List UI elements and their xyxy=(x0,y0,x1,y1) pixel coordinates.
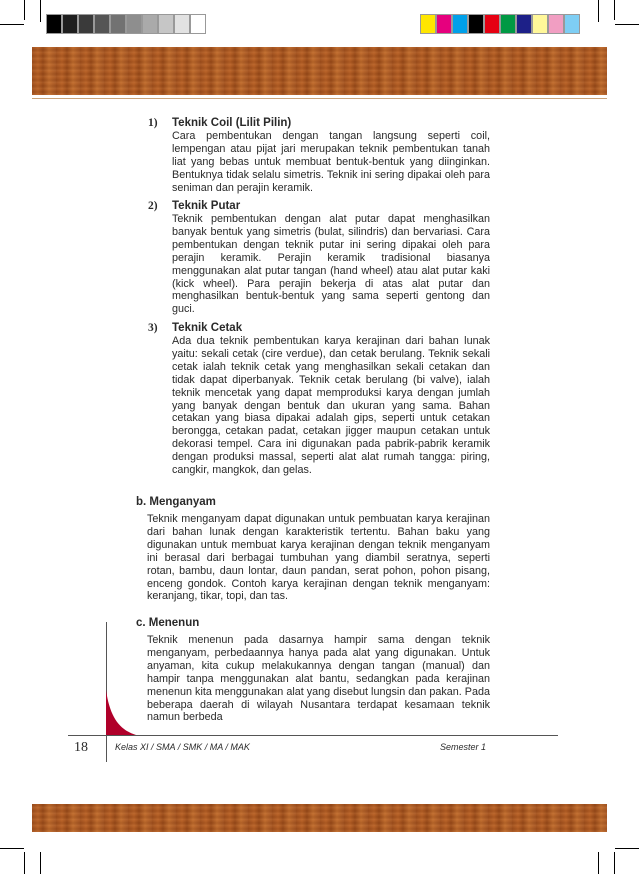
corner-ornament xyxy=(106,690,136,736)
item-title: Teknik Cetak xyxy=(172,322,243,334)
color-calibration-bar xyxy=(420,14,580,34)
crop-mark xyxy=(0,24,24,25)
calibration-swatch xyxy=(564,14,580,34)
calibration-swatch xyxy=(174,14,190,34)
crop-mark xyxy=(24,0,25,20)
calibration-swatch xyxy=(548,14,564,34)
footer-class-label: Kelas XI / SMA / SMK / MA / MAK xyxy=(115,742,250,752)
crop-mark xyxy=(615,24,639,25)
item-body: Cara pembentukan dengan tangan langsung seperti coil, lempengan atau pijat jari merupakan teknik pembentukan tanah liat yang bebas untuk membuat bentuk-bentuk yang diinginkan. Bentuknya tidak selalu simetris. Teknik ini sering dipakai oleh para seniman dan perajin keramik. xyxy=(172,130,490,194)
crop-mark xyxy=(40,852,41,874)
crop-mark xyxy=(615,848,639,849)
item-body: Teknik pembentukan dengan alat putar dapat menghasilkan banyak bentuk yang simetris (bulat, silindris) dan bervariasi. Cara pembentukan dengan teknik putar ini sering dipakai oleh para perajin keramik. Perajin keramik tradisional biasanya menggunakan alat putar tangan (hand wheel) atau alat putar kaki (kick wheel). Para perajin bekerja di atas alat putar dan menghasilkan bentuk-bentuk yang sama seperti gentong dan guci. xyxy=(172,213,490,316)
item-title: Teknik Coil (Lilit Pilin) xyxy=(172,117,292,129)
wood-header-banner xyxy=(32,47,607,95)
crop-mark xyxy=(598,0,599,22)
item-title: Teknik Putar xyxy=(172,200,241,212)
crop-mark xyxy=(614,0,615,20)
item-number: 2) xyxy=(148,200,158,212)
calibration-swatch xyxy=(532,14,548,34)
calibration-swatch xyxy=(126,14,142,34)
crop-mark xyxy=(24,852,25,874)
footer-rule xyxy=(68,735,558,736)
calibration-swatch xyxy=(190,14,206,34)
calibration-swatch xyxy=(468,14,484,34)
grayscale-calibration-bar xyxy=(46,14,206,34)
calibration-swatch xyxy=(110,14,126,34)
calibration-swatch xyxy=(420,14,436,34)
calibration-swatch xyxy=(484,14,500,34)
item-number: 1) xyxy=(148,117,158,129)
section-body-menenun: Teknik menenun pada dasarnya hampir sama dengan teknik menganyam, perbedaannya hanya pada alat yang digunakan. Untuk anyaman, kita cukup melakukannya dengan tangan (manual) dan hampir tanpa menggunakan alat bantu, sedangkan pada kerajinan menenun kita menggunakan alat yang disebut lungsin dan pakan. Pada beberapa daerah di wilayah Nusantara terdapat kesamaan teknik namun berbeda xyxy=(147,634,490,724)
calibration-swatch xyxy=(436,14,452,34)
calibration-swatch xyxy=(516,14,532,34)
technique-item-cetak xyxy=(148,322,490,487)
calibration-swatch xyxy=(94,14,110,34)
technique-item-putar xyxy=(148,200,490,320)
calibration-swatch xyxy=(500,14,516,34)
crop-mark xyxy=(40,0,41,22)
wood-footer-banner xyxy=(32,804,607,832)
footer-semester-label: Semester 1 xyxy=(440,742,487,752)
calibration-swatch xyxy=(158,14,174,34)
calibration-swatch xyxy=(62,14,78,34)
item-number: 3) xyxy=(148,322,158,334)
calibration-swatch xyxy=(452,14,468,34)
crop-mark xyxy=(614,852,615,874)
section-heading-menganyam: b. Menganyam xyxy=(136,496,216,508)
calibration-swatch xyxy=(46,14,62,34)
crop-mark xyxy=(598,852,599,874)
crop-mark xyxy=(0,848,24,849)
section-heading-menenun: c. Menenun xyxy=(136,617,200,629)
calibration-swatch xyxy=(78,14,94,34)
banner-rule xyxy=(32,98,607,99)
calibration-swatch xyxy=(142,14,158,34)
page-number: 18 xyxy=(74,740,88,755)
section-body-menganyam: Teknik menganyam dapat digunakan untuk pembuatan karya kerajinan dari bahan lunak dengan karakteristik tertentu. Bahan baku yang digunakan untuk membuat karya kerajinan dengan teknik menganyam ini berasal dari berbagai tumbuhan yang diambil seratnya, seperti rotan, bambu, daun lontar, daun pandan, serat pohon, pohon pisang, enceng gondok. Contoh karya kerajinan dengan teknik menganyam: keranjang, tikar, topi, dan tas. xyxy=(147,513,490,603)
item-body: Ada dua teknik pembentukan karya kerajinan dari bahan lunak yaitu: sekali cetak (cire verdue), dan cetak berulang. Teknik sekali cetak ialah teknik cetak yang menghasilkan sekali cetakan dan tidak dapat diperbanyak. Teknik cetak berulang (bi valve), ialah teknik mencetak yang dapat memproduksi karya dengan jumlah yang banyak dengan bentuk dan ukuran yang sama. Bahan cetakan yang biasa dipakai adalah gips, seperti untuk cetakan berongga, cetakan padat, cetakan jigger maupun cetakan untuk dekorasi tempel. Cara ini digunakan pada pabrik-pabrik keramik dengan produksi massal, seperti alat alat rumah tangga: piring, cangkir, mangkok, dan gelas. xyxy=(172,335,490,477)
technique-item-coil xyxy=(148,117,490,197)
